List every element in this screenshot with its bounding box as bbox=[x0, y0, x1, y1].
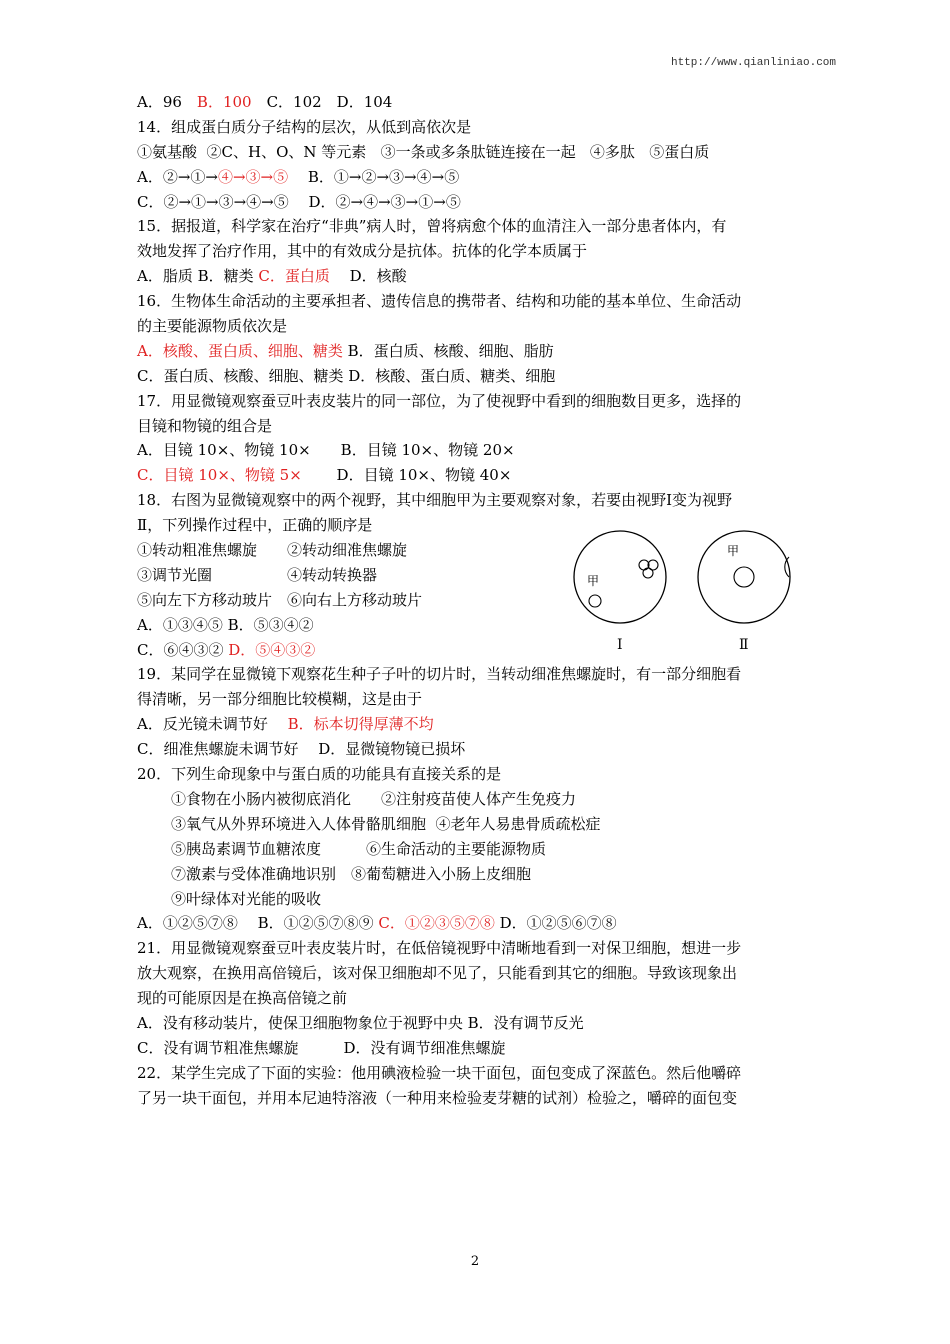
field1-cell-jia bbox=[589, 595, 601, 607]
text-line bbox=[137, 140, 817, 165]
text-line bbox=[137, 90, 817, 115]
line-text: 15．据报道，科学家在治疗“非典”病人时，曾将病愈个体的血清注入一部分患者体内，有 bbox=[137, 217, 727, 236]
text-line bbox=[137, 190, 817, 215]
line-text: 16．生物体生命活动的主要承担者、遗传信息的携带者、结构和功能的基本单位、生命活动 bbox=[137, 292, 742, 311]
line-text: 的主要能源物质依次是 bbox=[137, 317, 288, 336]
line-text: A．反光镜未调节好 bbox=[137, 715, 288, 734]
line-text: ⑦激素与受体准确地识别 ⑧葡萄糖进入小肠上皮细胞 bbox=[171, 864, 532, 883]
field2-label: Ⅱ bbox=[739, 637, 749, 653]
line-text: ③氧气从外界环境进入人体骨骼肌细胞 ④老年人易患骨质疏松症 bbox=[171, 814, 601, 833]
line-text: D．①②⑤⑥⑦⑧ bbox=[494, 914, 617, 933]
text-line bbox=[137, 1036, 817, 1061]
line-text: ①转动粗准焦螺旋 ②转动细准焦螺旋 bbox=[137, 541, 408, 560]
text-line bbox=[137, 488, 817, 513]
line-text: A．没有移动装片，使保卫细胞物象位于视野中央 B．没有调节反光 bbox=[137, 1013, 584, 1032]
text-line bbox=[137, 812, 817, 837]
field2-cell-jia bbox=[734, 567, 754, 587]
text-line bbox=[137, 1086, 817, 1111]
text-line bbox=[137, 936, 817, 961]
text-line bbox=[137, 165, 817, 190]
line-text: C．⑥④③② bbox=[137, 640, 229, 659]
text-line bbox=[137, 115, 817, 140]
answer-highlight: C．目镜 10×、物镜 5× bbox=[137, 466, 302, 485]
line-text: ①氨基酸 ②C、H、O、N 等元素 ③一条或多条肽链连接在一起 ④多肽 ⑤蛋白质 bbox=[137, 142, 710, 161]
text-line bbox=[137, 389, 817, 414]
text-line bbox=[137, 787, 817, 812]
line-text: ③调节光圈 ④转动转换器 bbox=[137, 565, 378, 584]
answer-highlight: ④→③→⑤ bbox=[217, 167, 289, 186]
text-line bbox=[137, 712, 817, 737]
text-line bbox=[137, 438, 817, 463]
text-line bbox=[137, 414, 817, 439]
line-text: D．目镜 10×、物镜 40× bbox=[301, 466, 512, 485]
line-text: D．核酸 bbox=[329, 267, 407, 286]
answer-highlight: B．标本切得厚薄不均 bbox=[287, 715, 434, 734]
text-line bbox=[137, 961, 817, 986]
text-line bbox=[137, 214, 817, 239]
line-text: 20．下列生命现象中与蛋白质的功能具有直接关系的是 bbox=[137, 765, 502, 784]
page-number: 2 bbox=[470, 1254, 480, 1269]
text-line bbox=[137, 986, 817, 1011]
text-line bbox=[137, 762, 817, 787]
answer-highlight: C．①②③⑤⑦⑧ bbox=[378, 914, 495, 933]
line-text: B．蛋白质、核酸、细胞、脂肪 bbox=[342, 341, 554, 360]
line-text: Ⅱ，下列操作过程中，正确的顺序是 bbox=[137, 516, 373, 535]
line-text: 17．用显微镜观察蚕豆叶表皮装片的同一部位，为了使视野中看到的细胞数目更多，选择的 bbox=[137, 391, 742, 410]
line-text: ⑤向左下方移动玻片 ⑥向右上方移动玻片 bbox=[137, 590, 423, 609]
line-text: 22．某学生完成了下面的实验：他用碘液检验一块干面包，面包变成了深蓝色。然后他嚼碎 bbox=[137, 1063, 742, 1082]
microscope-fields-figure bbox=[567, 525, 807, 655]
text-line bbox=[137, 339, 817, 364]
line-text: C．102 D．104 bbox=[251, 93, 393, 111]
line-text: C．没有调节粗准焦螺旋 D．没有调节细准焦螺旋 bbox=[137, 1038, 506, 1057]
text-line bbox=[137, 264, 817, 289]
line-text: 了另一块干面包，并用本尼迪特溶液（一种用来检验麦芽糖的试剂）检验之，嚼碎的面包变 bbox=[137, 1088, 738, 1107]
line-text: A．目镜 10×、物镜 10× B．目镜 10×、物镜 20× bbox=[137, 441, 515, 460]
text-line bbox=[137, 289, 817, 314]
line-text: 放大观察，在换用高倍镜后，该对保卫细胞却不见了，只能看到其它的细胞。导致该现象出 bbox=[137, 964, 738, 983]
line-text: 得清晰，另一部分细胞比较模糊，这是由于 bbox=[137, 690, 423, 709]
line-text: A．脂质 B．糖类 bbox=[137, 267, 259, 286]
field-of-view-2 bbox=[698, 531, 790, 623]
text-line bbox=[137, 862, 817, 887]
line-text: C．②→①→③→④→⑤ D．②→④→③→①→⑤ bbox=[137, 192, 461, 211]
text-line bbox=[137, 887, 817, 912]
answer-highlight: B．100 bbox=[196, 93, 252, 111]
line-text: B．①→②→③→④→⑤ bbox=[288, 167, 460, 186]
line-text: 14．组成蛋白质分子结构的层次，从低到高依次是 bbox=[137, 117, 472, 136]
text-line bbox=[137, 314, 817, 339]
line-text: 21．用显微镜观察蚕豆叶表皮装片时，在低倍镜视野中清晰地看到一对保卫细胞，想进一步 bbox=[137, 939, 742, 958]
answer-highlight: D．⑤④③② bbox=[228, 640, 316, 659]
line-text: A．①③④⑤ B．⑤③④② bbox=[137, 615, 314, 634]
line-text: 效地发挥了治疗作用，其中的有效成分是抗体。抗体的化学本质属于 bbox=[137, 242, 588, 261]
line-text: A．②→①→ bbox=[137, 167, 218, 186]
text-line bbox=[137, 1011, 817, 1036]
line-text: 现的可能原因是在换高倍镜之前 bbox=[137, 989, 348, 1008]
header-url[interactable]: http://www.qianliniao.com bbox=[670, 57, 836, 69]
line-text: ⑨叶绿体对光能的吸收 bbox=[171, 889, 322, 908]
text-line bbox=[137, 1061, 817, 1086]
line-text: ⑤胰岛素调节血糖浓度 ⑥生命活动的主要能源物质 bbox=[171, 839, 547, 858]
text-line bbox=[137, 463, 817, 488]
text-line bbox=[137, 911, 817, 936]
line-text: ①食物在小肠内被彻底消化 ②注射疫苗使人体产生免疫力 bbox=[171, 789, 577, 808]
text-line bbox=[137, 737, 817, 762]
line-text: 18．右图为显微镜观察中的两个视野，其中细胞甲为主要观察对象，若要由视野Ⅰ变为视野 bbox=[137, 491, 733, 510]
line-text: C．细准焦螺旋未调节好 D．显微镜物镜已损坏 bbox=[137, 740, 466, 759]
field1-cell-jia-label: 甲 bbox=[587, 574, 600, 588]
text-line bbox=[137, 239, 817, 264]
text-line bbox=[137, 687, 817, 712]
field1-label: Ⅰ bbox=[617, 637, 623, 653]
text-line bbox=[137, 364, 817, 389]
field1-cell-cluster-c bbox=[643, 568, 653, 578]
field2-cell-jia-label: 甲 bbox=[727, 544, 740, 558]
line-text: A．96 bbox=[137, 93, 197, 111]
line-text: 19．某同学在显微镜下观察花生种子子叶的切片时，当转动细准焦螺旋时，有一部分细胞看 bbox=[137, 665, 742, 684]
text-line bbox=[137, 837, 817, 862]
answer-highlight: A．核酸、蛋白质、细胞、糖类 bbox=[137, 341, 343, 360]
text-line bbox=[137, 662, 817, 687]
answer-highlight: C．蛋白质 bbox=[258, 267, 330, 286]
line-text: 目镜和物镜的组合是 bbox=[137, 416, 273, 435]
line-text: C．蛋白质、核酸、细胞、糖类 D．核酸、蛋白质、糖类、细胞 bbox=[137, 366, 556, 385]
line-text: A．①②⑤⑦⑧ B．①②⑤⑦⑧⑨ bbox=[137, 914, 379, 933]
